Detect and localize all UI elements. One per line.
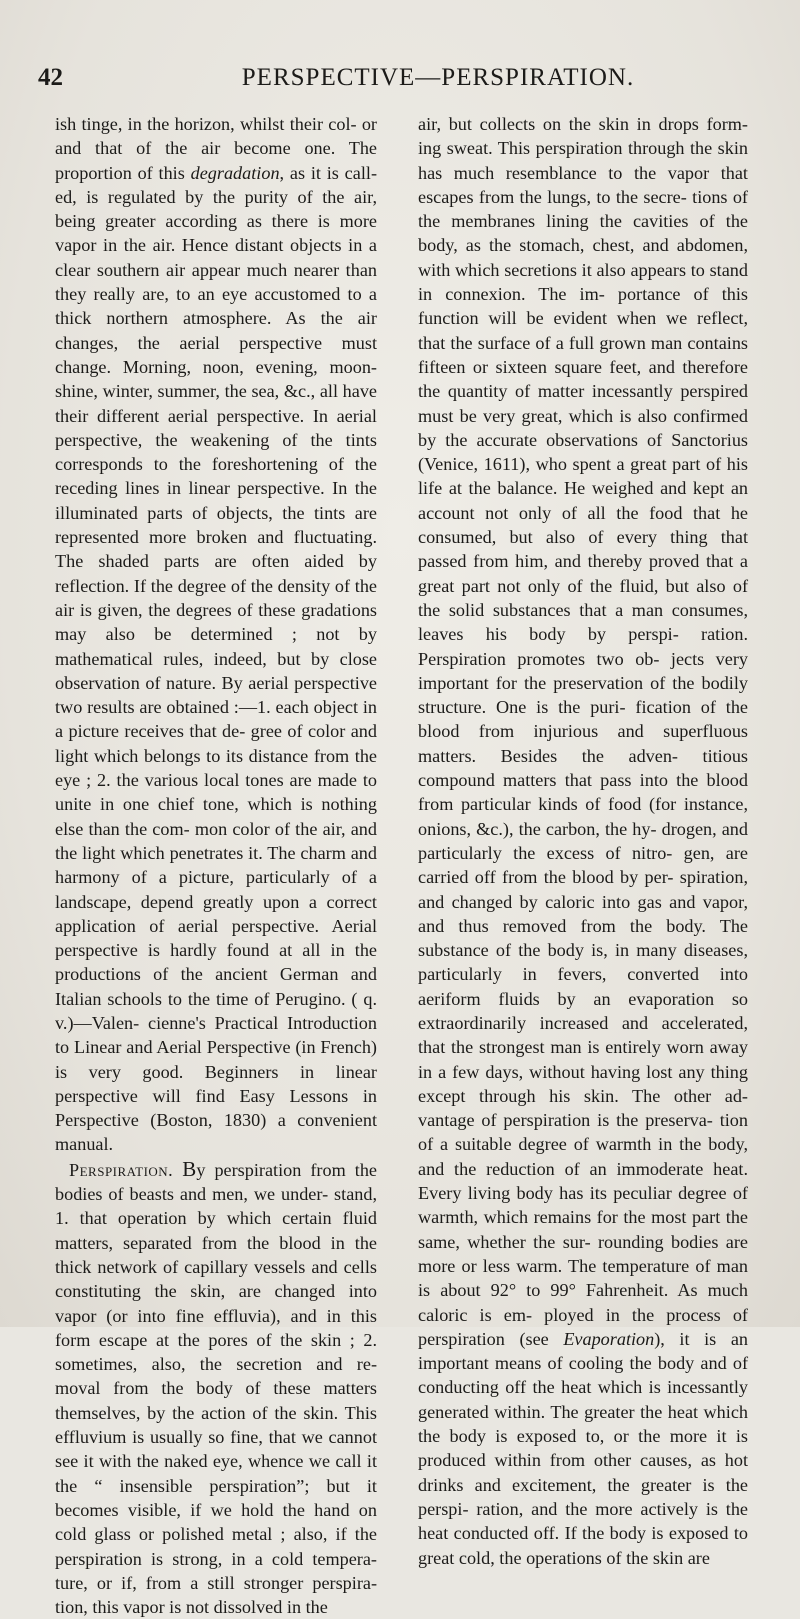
running-title: PERSPECTIVE—PERSPIRATION. <box>241 64 635 91</box>
text-run: , as it is call- ed, is regulated by the purity of the air, being greater according as there is more vapor in the air. Hence distant objects in a clear southern air appear much nearer than they really are, to an eye accustomed to a thick northern atmosphere. As the air changes, the aerial perspective must change. Morning, noon, evening, moon- shine, winter, summer, the sea, &c., all have their different aerial perspective. In aerial perspective, the weakening of the tints corresponds to the foreshortening of the receding lines in linear perspective. In the illuminated parts of objects, the tints are represented more broken and fluctuating. The shaded parts are often aided by reflection. If the degree of the density of the air is given, the degrees of these gradations may also be determined ; not by mathematical rules, indeed, but by close observation of nature. By aerial perspective two results are obtained :—1. each object in a picture receives that de- gree of color and light which belongs to its distance from the eye ; 2. the various local tones are made to unite in one chief tone, which is nothing else than the com- mon color of the air, and the light which penetrates it. The charm and harmony of a picture, particularly of a landscape, depend greatly upon a correct application of aerial perspective. Aerial perspective is hardly found at all in the productions of the ancient German and Italian schools to the time of Perugino. ( q. v.)—Valen- cienne's Practical Introduction to Linear and Aerial Perspective (in French) is very good. Beginners in linear perspective will find Easy Lessons in Perspective (Boston, 1830) a convenient manual. <box>55 162 377 1155</box>
paragraph-perspiration-continued <box>418 112 748 1570</box>
italic-term: degradation <box>190 162 280 183</box>
italic-term: Evaporation <box>563 1328 655 1349</box>
left-column <box>55 112 377 1619</box>
page-number: 42 <box>38 64 63 91</box>
drop-letter: B <box>182 1156 197 1181</box>
running-head <box>0 62 800 102</box>
text-run: y perspiration from the bodies of beasts and men, we under- stand, 1. that operation by which certain fluid matters, separated from the blood in the thick network of capillary vessels and cells constituting the skin, are changed into vapor (or into fine effluvia), and in this form escape at the pores of the skin ; 2. sometimes, also, the secretion and re- moval from the body of these matters themselves, by the action of the skin. This effluvium is usually so fine, that we cannot see it with the naked eye, whence we call it the “ insensible perspiration”; but it becomes visible, if we hold the hand on cold glass or polished metal ; also, if the perspiration is strong, in a cold tempera- ture, or if, from a still stronger perspira- tion, this vapor is not dissolved in the <box>55 1159 378 1618</box>
text-run: ), it is an important means of cooling the body and of conducting off the heat which is incessantly generated within. The greater the heat which the body is exposed to, or the more it is produced within from other causes, as hot drinks and excitement, the greater is the perspi- ration, and the more actively is the heat conducted off. If the body is exposed to great cold, the operations of the skin are <box>418 1328 748 1568</box>
paragraph-perspiration <box>55 1157 377 1619</box>
right-column <box>418 112 748 1570</box>
text-run: ish tinge, in the horizon, whilst their col- or and that of the air become one. The proportion of this <box>55 114 377 183</box>
text-run: air, but collects on the skin in drops form- ing sweat. This perspiration through the skin has much resemblance to the vapor that escapes from the lungs, to the secre- tions of the membranes lining the cavities of the body, as the stomach, chest, and abdomen, with which secretions it also appears to stand in connexion. The im- portance of this function will be evident when we reflect, that the surface of a full grown man contains fifteen or sixteen square feet, and therefore the quantity of matter incessantly perspired must be very great, which is also confirmed by the accurate observations of Sanctorius (Venice, 1611), who spent a great part of his life at the balance. He weighed and kept an account not only of all the food that he consumed, but also of every thing that passed from him, and thereby proved that a great part not only of the fluid, but also of the solid substances that a man consumes, leaves his body by perspi- ration. Perspiration promotes two ob- jects very important for the preservation of the bodily structure. One is the puri- fication of the blood from injurious and superfluous matters. Besides the adven- titious compound matters that pass into the blood from particular kinds of food (for instance, onions, &c.), the carbon, the hy- drogen, and particularly the excess of nitro- gen, are carried off from the blood by per- spiration, and changed by caloric into gas and vapor, and thus removed from the body. The substance of the body is, in many diseases, particularly in fevers, converted into aeriform fluids by an evaporation so extraordinarily increased and accelerated, that the strongest man is entirely worn away in a few days, without having lost any thing except through his skin. The other ad- vantage of perspiration is the preserva- tion of a suitable degree of warmth in the body, and the reduction of an immoderate heat. Every living body has its peculiar degree of warmth, which remains for the most part the same, whether the sur- rounding bodies are more or less warm. The temperature of man is about 92° to 99° Fahrenheit. As much caloric is em- ployed in the process of perspiration (see <box>418 114 748 1349</box>
entry-headword: Perspiration. <box>69 1159 174 1180</box>
paragraph-aerial-perspective <box>55 112 377 1157</box>
